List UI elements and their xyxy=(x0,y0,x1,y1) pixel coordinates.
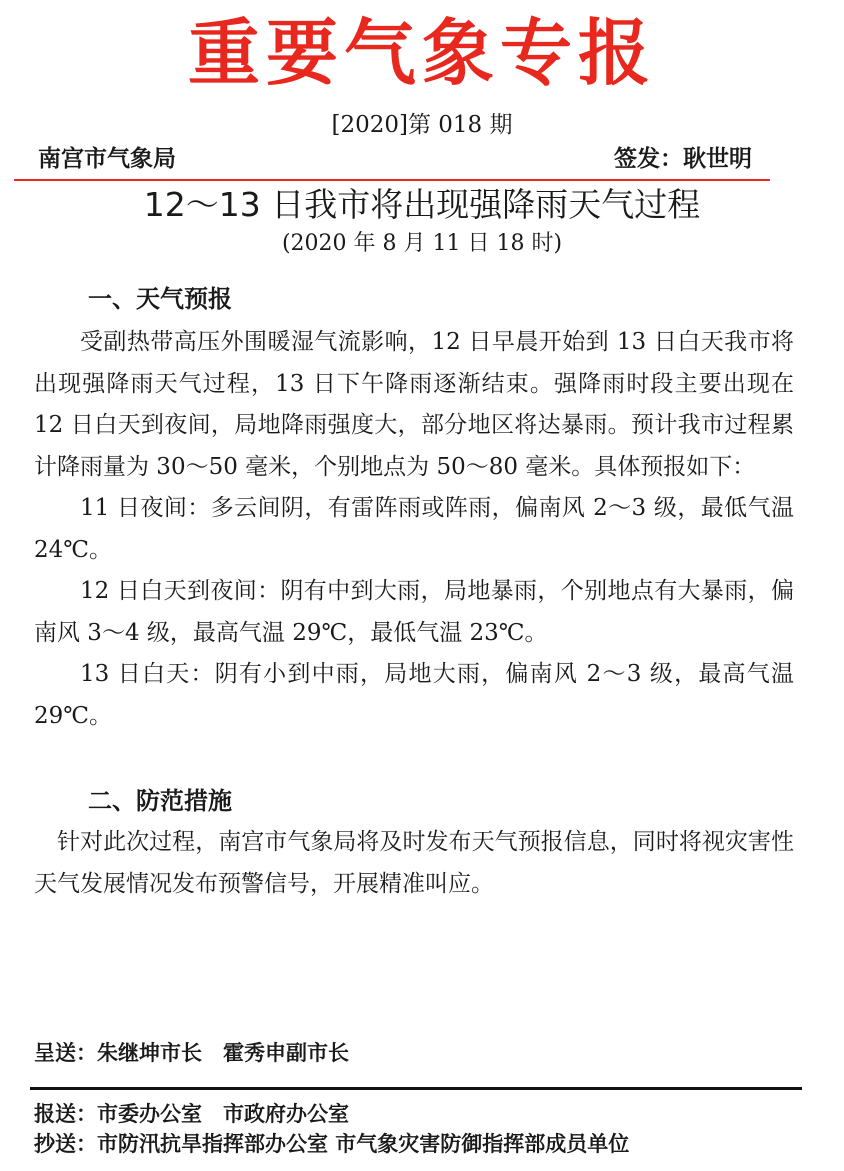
bulletin-title: 12～13 日我市将出现强降雨天气过程 xyxy=(143,185,701,224)
copy-label: 抄送： xyxy=(34,1131,97,1156)
submit-label: 呈送： xyxy=(34,1040,97,1065)
measures-paragraph: 针对此次过程，南宫市气象局将及时发布天气预报信息，同时将视灾害性天气发展情况发布预警信号，开展精准叫应。 xyxy=(34,829,794,897)
report-line xyxy=(34,1099,349,1129)
header-red-divider xyxy=(14,179,770,181)
signer-block xyxy=(614,144,752,174)
forecast-paragraph: 11 日夜间：多云间阴，有雷阵雨或阵雨，偏南风 2～3 级，最低气温 24℃。 xyxy=(34,495,794,563)
submit-recipients: 朱继坤市长 霍秀申副市长 xyxy=(97,1040,349,1065)
issue-number: [2020]第 018 期 xyxy=(331,112,513,138)
copy-recipients: 市防汛抗旱指挥部办公室 市气象灾害防御指挥部成员单位 xyxy=(97,1131,630,1156)
report-label: 报送： xyxy=(34,1101,97,1126)
bulletin-date: (2020 年 8 月 11 日 18 时) xyxy=(281,231,563,256)
section-heading-forecast: 一、天气预报 xyxy=(88,285,232,313)
bulletin-banner-title: 重要气象专报 xyxy=(187,11,656,95)
report-recipients: 市委办公室 市政府办公室 xyxy=(97,1101,349,1126)
forecast-paragraph: 13 日白天：阴有小到中雨，局地大雨，偏南风 2～3 级，最高气温 29℃。 xyxy=(34,661,794,729)
copy-line xyxy=(34,1129,629,1159)
forecast-body xyxy=(34,322,794,737)
signer-name: 耿世明 xyxy=(683,145,752,172)
signer-label: 签发： xyxy=(614,145,683,172)
section-heading-measures: 二、防范措施 xyxy=(88,787,232,815)
issuing-office: 南宫市气象局 xyxy=(38,145,176,172)
forecast-paragraph: 12 日白天到夜间：阴有中到大雨，局地暴雨，个别地点有大暴雨，偏南风 3～4 级，最高气温 29℃，最低气温 23℃。 xyxy=(34,578,794,646)
submit-line xyxy=(34,1038,349,1068)
footer-divider xyxy=(30,1087,802,1090)
forecast-paragraph: 受副热带高压外围暖湿气流影响，12 日早晨开始到 13 日白天我市将出现强降雨天气过程，13 日下午降雨逐渐结束。强降雨时段主要出现在 12 日白天到夜间，局地降雨强度大，部分地区将达暴雨。预计我市过程累计降雨量为 30～50 毫米，个别地点为 50～80 毫米。具体预报如下： xyxy=(34,329,794,480)
measures-body xyxy=(34,822,794,905)
